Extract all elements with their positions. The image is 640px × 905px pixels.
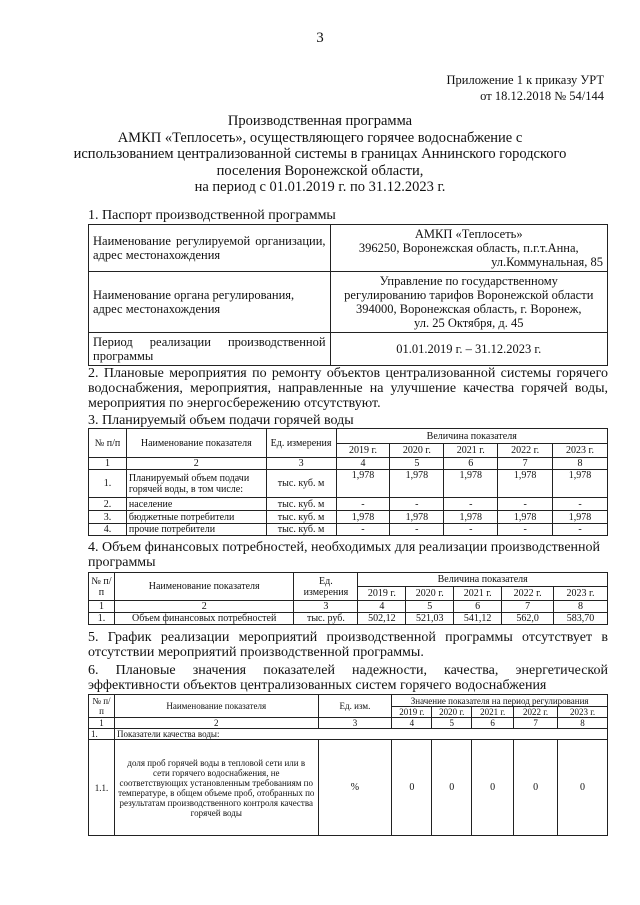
row-value: 583,70 [554,613,608,625]
table-row [89,613,608,625]
col-name-header: Наименование показателя [114,573,294,601]
section-5-text: 5. График реализации мероприятий производственной программы отсутствует в отсутствии мероприятий производственной программы. [88,630,608,660]
col-value-header: Величина показателя [358,573,608,587]
col-name-header: Наименование показателя [126,429,266,458]
index-cell: 8 [558,718,608,729]
row-value: - [444,498,498,511]
index-cell: 7 [514,718,558,729]
col-name-header: Наименование показателя [114,695,318,718]
row-name: Объем финансовых потребностей [114,613,294,625]
row-num: 3. [89,511,127,524]
year-header: 2020 г. [432,707,472,718]
annex-line-1: Приложение 1 к приказу УРТ [446,73,604,87]
section-1-heading: 1. Паспорт производственной программы [88,208,336,223]
row-num: 1. [89,470,127,498]
index-cell: 4 [336,458,390,470]
table-index-row [89,458,608,470]
passport-value-line: АМКП «Теплосеть» [414,227,523,241]
index-cell: 8 [553,458,608,470]
row-value: - [498,524,553,536]
year-header: 2022 г. [502,587,554,601]
index-cell: 7 [498,458,553,470]
row-value: - [390,498,444,511]
row-value: - [444,524,498,536]
index-cell: 6 [444,458,498,470]
year-header: 2022 г. [498,444,553,458]
row-unit: тыс. куб. м [266,498,336,511]
title-line-5: на период с 01.01.2019 г. по 31.12.2023 г. [194,179,446,195]
passport-value-line: 394000, Воронежская область, г. Воронеж, [356,302,582,316]
row-name: бюджетные потребители [126,511,266,524]
row-name: прочие потребители [126,524,266,536]
index-cell: 6 [472,718,514,729]
supply-volume-table [88,428,608,536]
financial-needs-table [88,572,608,625]
passport-value [330,225,607,272]
row-value: 502,12 [358,613,406,625]
index-cell: 2 [114,601,294,613]
index-cell: 6 [454,601,502,613]
row-value: 0 [558,740,608,836]
row-value: - [553,524,608,536]
table-row [89,333,608,366]
index-cell: 3 [266,458,336,470]
index-cell: 3 [294,601,358,613]
row-value: 1,978 [336,470,390,498]
row-value: 521,03 [406,613,454,625]
passport-value-line: ул.Коммунальная, 85 [491,255,603,269]
row-value: 1,978 [498,470,553,498]
index-cell: 7 [502,601,554,613]
passport-table [88,224,608,366]
col-num-header: № п/п [89,573,115,601]
table-row [89,740,608,836]
annex-line-2: от 18.12.2018 № 54/144 [480,89,604,103]
annex-note [447,72,605,104]
table-row [89,498,608,511]
quality-indicators-table [88,694,608,836]
row-value: - [553,498,608,511]
year-header: 2023 г. [558,707,608,718]
index-cell: 2 [114,718,318,729]
group-num: 1. [89,729,115,740]
passport-label: Наименование регулируемой организации, адрес местонахождения [89,225,331,272]
title-line-4: поселения Воронежской области, [216,162,424,179]
col-num-header: № п/п [89,429,127,458]
table-index-row [89,601,608,613]
table-group-row [89,729,608,740]
row-value: 1,978 [553,470,608,498]
row-num: 4. [89,524,127,536]
year-header: 2019 г. [336,444,390,458]
col-num-header: № п/п [89,695,115,718]
passport-value-line: Управление по государственному [379,274,558,288]
row-value: - [498,498,553,511]
row-unit: тыс. руб. [294,613,358,625]
section-3-heading: 3. Планируемый объем подачи горячей воды [88,413,354,428]
section-2-text: 2. Плановые мероприятия по ремонту объектов централизованной системы горячего водоснабжения, мероприятия, направленные на улучшение качества горячей воды, мероприятия по энергосбережению отсутствуют. [88,366,608,411]
year-header: 2019 г. [358,587,406,601]
year-header: 2023 г. [553,444,608,458]
index-cell: 4 [358,601,406,613]
year-header: 2023 г. [554,587,608,601]
year-header: 2021 г. [472,707,514,718]
index-cell: 8 [554,601,608,613]
index-cell: 5 [390,458,444,470]
row-name: Планируемый объем подачи горячей воды, в том числе: [126,470,266,498]
passport-value-line: регулированию тарифов Воронежской области [344,288,594,302]
passport-value [330,272,607,333]
index-cell: 5 [432,718,472,729]
row-value: 0 [472,740,514,836]
title-line-3: использованием централизованной системы в границах Аннинского городского [73,146,567,162]
table-row [89,225,608,272]
table-header-row [89,573,608,587]
row-value: - [336,524,390,536]
passport-label: Наименование органа регулирования, адрес местонахождения [89,272,331,333]
row-value: 1,978 [390,511,444,524]
table-row [89,470,608,498]
col-value-header: Значение показателя на период регулирования [392,695,608,707]
row-value: 1,978 [390,470,444,498]
index-cell: 1 [89,601,115,613]
group-name: Показатели качества воды: [114,729,607,740]
table-header-row [89,695,608,707]
index-cell: 5 [406,601,454,613]
year-header: 2020 г. [406,587,454,601]
row-value: 1,978 [553,511,608,524]
row-value: 0 [514,740,558,836]
row-unit: тыс. куб. м [266,511,336,524]
row-num: 2. [89,498,127,511]
year-header: 2019 г. [392,707,432,718]
document-title [60,113,580,196]
row-name: население [126,498,266,511]
row-value: 1,978 [336,511,390,524]
section-6-heading: 6. Плановые значения показателей надежности, качества, энергетической эффективности объектов централизованных систем горячего водоснабжения [88,663,608,693]
year-header: 2022 г. [514,707,558,718]
row-unit: тыс. куб. м [266,524,336,536]
passport-value: 01.01.2019 г. – 31.12.2023 г. [330,333,607,366]
year-header: 2021 г. [444,444,498,458]
col-value-header: Величина показателя [336,429,607,444]
passport-value-line: ул. 25 Октября, д. 45 [414,316,524,330]
index-cell: 3 [318,718,392,729]
title-line-1: Производственная программа [227,113,413,129]
col-unit-header: Ед. измерения [294,573,358,601]
row-num: 1. [89,613,115,625]
passport-label: Период реализации производственной программы [89,333,331,366]
year-header: 2021 г. [454,587,502,601]
col-unit-header: Ед. изм. [318,695,392,718]
row-value: 541,12 [454,613,502,625]
title-line-2: АМКП «Теплосеть», осуществляющего горячее водоснабжение с [117,129,523,146]
row-value: 1,978 [444,511,498,524]
row-value: 1,978 [444,470,498,498]
index-cell: 2 [126,458,266,470]
index-cell: 1 [89,458,127,470]
passport-value-line: 396250, Воронежская область, п.г.т.Анна, [358,241,579,255]
row-unit: тыс. куб. м [266,470,336,498]
row-value: 0 [392,740,432,836]
row-value: 562,0 [502,613,554,625]
row-value: - [336,498,390,511]
row-name: доля проб горячей воды в тепловой сети или в сети горячего водоснабжения, не соответствующих установленным требованиям по температуре, в общем объеме проб, отобранных по результатам производственного контроля качества горячей воды [114,740,318,836]
year-header: 2020 г. [390,444,444,458]
table-row [89,524,608,536]
table-header-row [89,429,608,444]
row-unit: % [318,740,392,836]
row-num: 1.1. [89,740,115,836]
row-value: 1,978 [498,511,553,524]
col-unit-header: Ед. измерения [266,429,336,458]
index-cell: 1 [89,718,115,729]
table-index-row [89,718,608,729]
page-number: 3 [316,30,324,46]
row-value: - [390,524,444,536]
table-row [89,272,608,333]
index-cell: 4 [392,718,432,729]
table-row [89,511,608,524]
section-4-heading: 4. Объем финансовых потребностей, необходимых для реализации производственной программы [88,540,601,570]
row-value: 0 [432,740,472,836]
